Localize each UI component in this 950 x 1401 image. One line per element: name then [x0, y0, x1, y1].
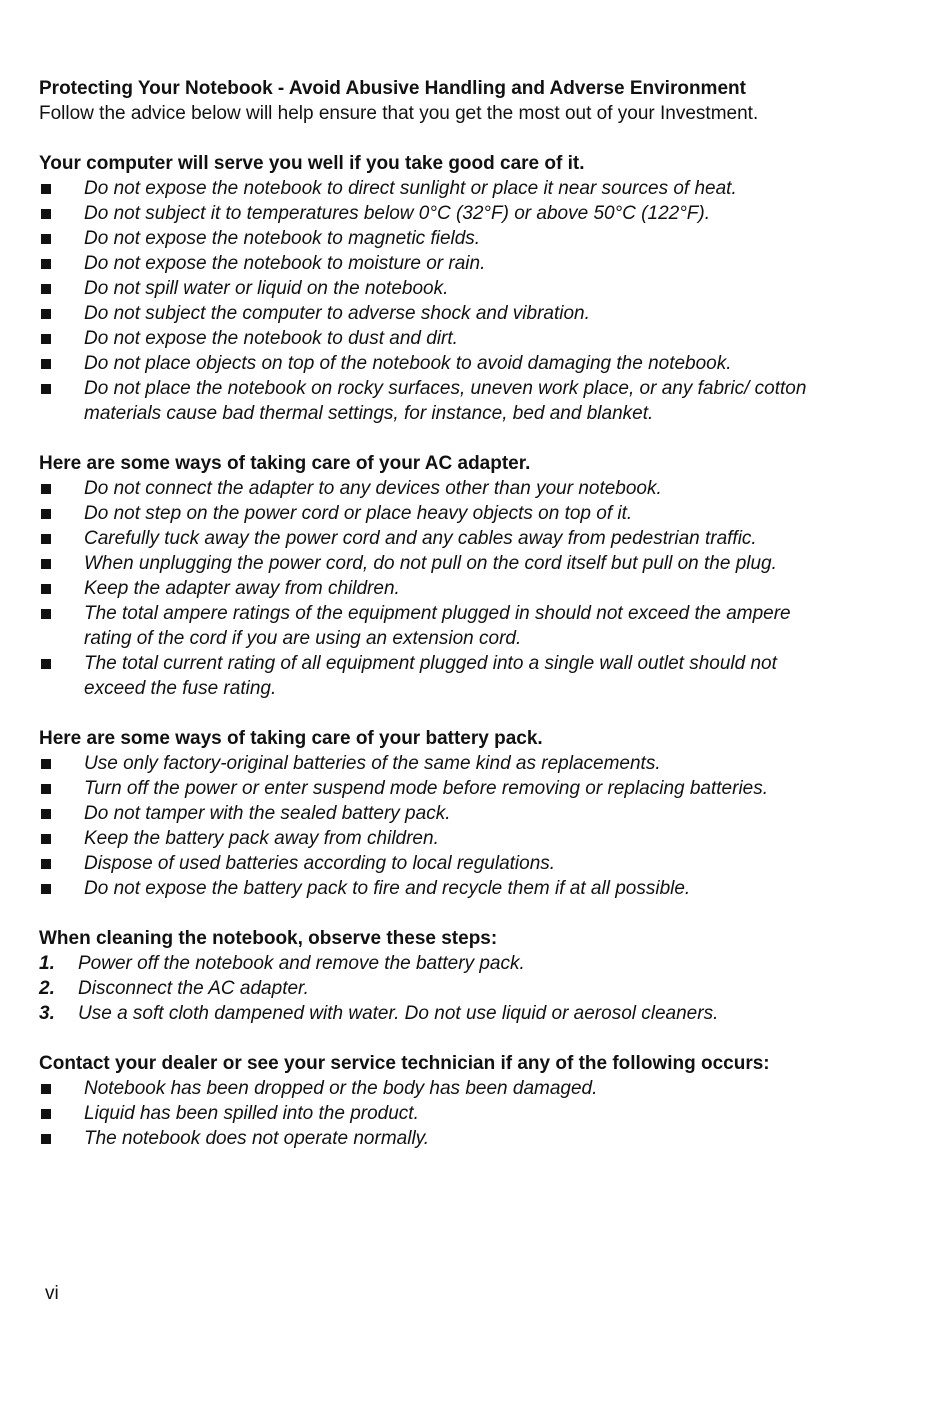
list-item-text: Keep the adapter away from children.	[84, 578, 400, 599]
step-item	[39, 976, 829, 1001]
square-bullet-icon	[41, 834, 51, 844]
square-bullet-icon	[41, 309, 51, 319]
list-item	[39, 826, 829, 851]
list-item	[39, 176, 829, 201]
list-item	[39, 651, 829, 701]
list-item	[39, 276, 829, 301]
list-item	[39, 876, 829, 901]
square-bullet-icon	[41, 784, 51, 794]
list-item	[39, 376, 829, 426]
square-bullet-icon	[41, 884, 51, 894]
list-item-text: When unplugging the power cord, do not pull on the cord itself but pull on the plug.	[84, 553, 777, 574]
list-item-text: Do not expose the notebook to dust and dirt.	[84, 328, 458, 349]
square-bullet-icon	[41, 584, 51, 594]
square-bullet-icon	[41, 1109, 51, 1119]
square-bullet-icon	[41, 209, 51, 219]
list-item	[39, 551, 829, 576]
adapter-section	[39, 451, 829, 701]
square-bullet-icon	[41, 859, 51, 869]
list-item	[39, 526, 829, 551]
adapter-heading: Here are some ways of taking care of your AC adapter.	[39, 453, 531, 474]
service-heading: Contact your dealer or see your service technician if any of the following occurs:	[39, 1053, 770, 1074]
intro-text: Follow the advice below will help ensure that you get the most out of your Investment.	[39, 103, 759, 124]
step-text: Use a soft cloth dampened with water. Do not use liquid or aerosol cleaners.	[78, 1003, 719, 1024]
care-list	[39, 176, 829, 426]
list-item-text: Do not tamper with the sealed battery pack.	[84, 803, 451, 824]
adapter-list	[39, 476, 829, 701]
list-item-text: The total current rating of all equipment plugged into a single wall outlet should not exceed the fuse rating.	[84, 653, 777, 699]
list-item	[39, 776, 829, 801]
square-bullet-icon	[41, 809, 51, 819]
list-item-text: Do not subject the computer to adverse shock and vibration.	[84, 303, 590, 324]
list-item	[39, 1101, 829, 1126]
list-item-text: The total ampere ratings of the equipment plugged in should not exceed the ampere rating of the cord if you are using an extension cord.	[84, 603, 791, 649]
list-item-text: Do not spill water or liquid on the notebook.	[84, 278, 449, 299]
list-item	[39, 751, 829, 776]
square-bullet-icon	[41, 509, 51, 519]
step-text: Power off the notebook and remove the battery pack.	[78, 953, 525, 974]
care-section	[39, 151, 829, 426]
service-list	[39, 1076, 829, 1151]
page-number: vi	[45, 1283, 59, 1304]
list-item-text: Do not step on the power cord or place heavy objects on top of it.	[84, 503, 633, 524]
list-item-text: Do not expose the notebook to magnetic fields.	[84, 228, 481, 249]
list-item	[39, 476, 829, 501]
square-bullet-icon	[41, 1134, 51, 1144]
square-bullet-icon	[41, 484, 51, 494]
list-item	[39, 201, 829, 226]
step-number: 3.	[39, 1003, 55, 1024]
square-bullet-icon	[41, 234, 51, 244]
service-section	[39, 1051, 829, 1151]
square-bullet-icon	[41, 284, 51, 294]
list-item-text: Use only factory-original batteries of the same kind as replacements.	[84, 753, 661, 774]
square-bullet-icon	[41, 534, 51, 544]
list-item-text: Turn off the power or enter suspend mode before removing or replacing batteries.	[84, 778, 769, 799]
list-item	[39, 801, 829, 826]
list-item	[39, 251, 829, 276]
list-item	[39, 351, 829, 376]
list-item	[39, 576, 829, 601]
cleaning-section	[39, 926, 829, 1026]
intro-section	[39, 76, 829, 126]
square-bullet-icon	[41, 334, 51, 344]
battery-list	[39, 751, 829, 901]
page-title: Protecting Your Notebook - Avoid Abusive Handling and Adverse Environment	[39, 78, 746, 99]
list-item-text: Do not place objects on top of the notebook to avoid damaging the notebook.	[84, 353, 732, 374]
list-item	[39, 601, 829, 651]
square-bullet-icon	[41, 559, 51, 569]
list-item	[39, 1126, 829, 1151]
square-bullet-icon	[41, 359, 51, 369]
cleaning-heading: When cleaning the notebook, observe these steps:	[39, 928, 498, 949]
step-item	[39, 951, 829, 976]
square-bullet-icon	[41, 384, 51, 394]
square-bullet-icon	[41, 659, 51, 669]
square-bullet-icon	[41, 259, 51, 269]
square-bullet-icon	[41, 184, 51, 194]
list-item-text: Notebook has been dropped or the body has been damaged.	[84, 1078, 598, 1099]
list-item-text: The notebook does not operate normally.	[84, 1128, 430, 1149]
list-item-text: Do not expose the notebook to direct sunlight or place it near sources of heat.	[84, 178, 737, 199]
list-item	[39, 501, 829, 526]
square-bullet-icon	[41, 759, 51, 769]
list-item	[39, 851, 829, 876]
care-heading: Your computer will serve you well if you take good care of it.	[39, 153, 585, 174]
list-item	[39, 326, 829, 351]
list-item-text: Do not expose the notebook to moisture or rain.	[84, 253, 486, 274]
list-item-text: Do not subject it to temperatures below 0°C (32°F) or above 50°C (122°F).	[84, 203, 711, 224]
list-item-text: Dispose of used batteries according to local regulations.	[84, 853, 556, 874]
list-item-text: Do not connect the adapter to any devices other than your notebook.	[84, 478, 662, 499]
step-number: 2.	[39, 978, 55, 999]
step-number: 1.	[39, 953, 55, 974]
list-item-text: Carefully tuck away the power cord and any cables away from pedestrian traffic.	[84, 528, 757, 549]
square-bullet-icon	[41, 609, 51, 619]
document-page	[39, 76, 829, 1176]
list-item	[39, 226, 829, 251]
list-item-text: Liquid has been spilled into the product.	[84, 1103, 419, 1124]
list-item-text: Do not place the notebook on rocky surfaces, uneven work place, or any fabric/ cotton materials cause bad thermal settings, for instance, bed and blanket.	[84, 378, 807, 424]
cleaning-steps	[39, 951, 829, 1026]
battery-section	[39, 726, 829, 901]
list-item-text: Do not expose the battery pack to fire and recycle them if at all possible.	[84, 878, 691, 899]
square-bullet-icon	[41, 1084, 51, 1094]
list-item	[39, 301, 829, 326]
list-item-text: Keep the battery pack away from children.	[84, 828, 439, 849]
list-item	[39, 1076, 829, 1101]
step-text: Disconnect the AC adapter.	[78, 978, 309, 999]
battery-heading: Here are some ways of taking care of your battery pack.	[39, 728, 543, 749]
step-item	[39, 1001, 829, 1026]
